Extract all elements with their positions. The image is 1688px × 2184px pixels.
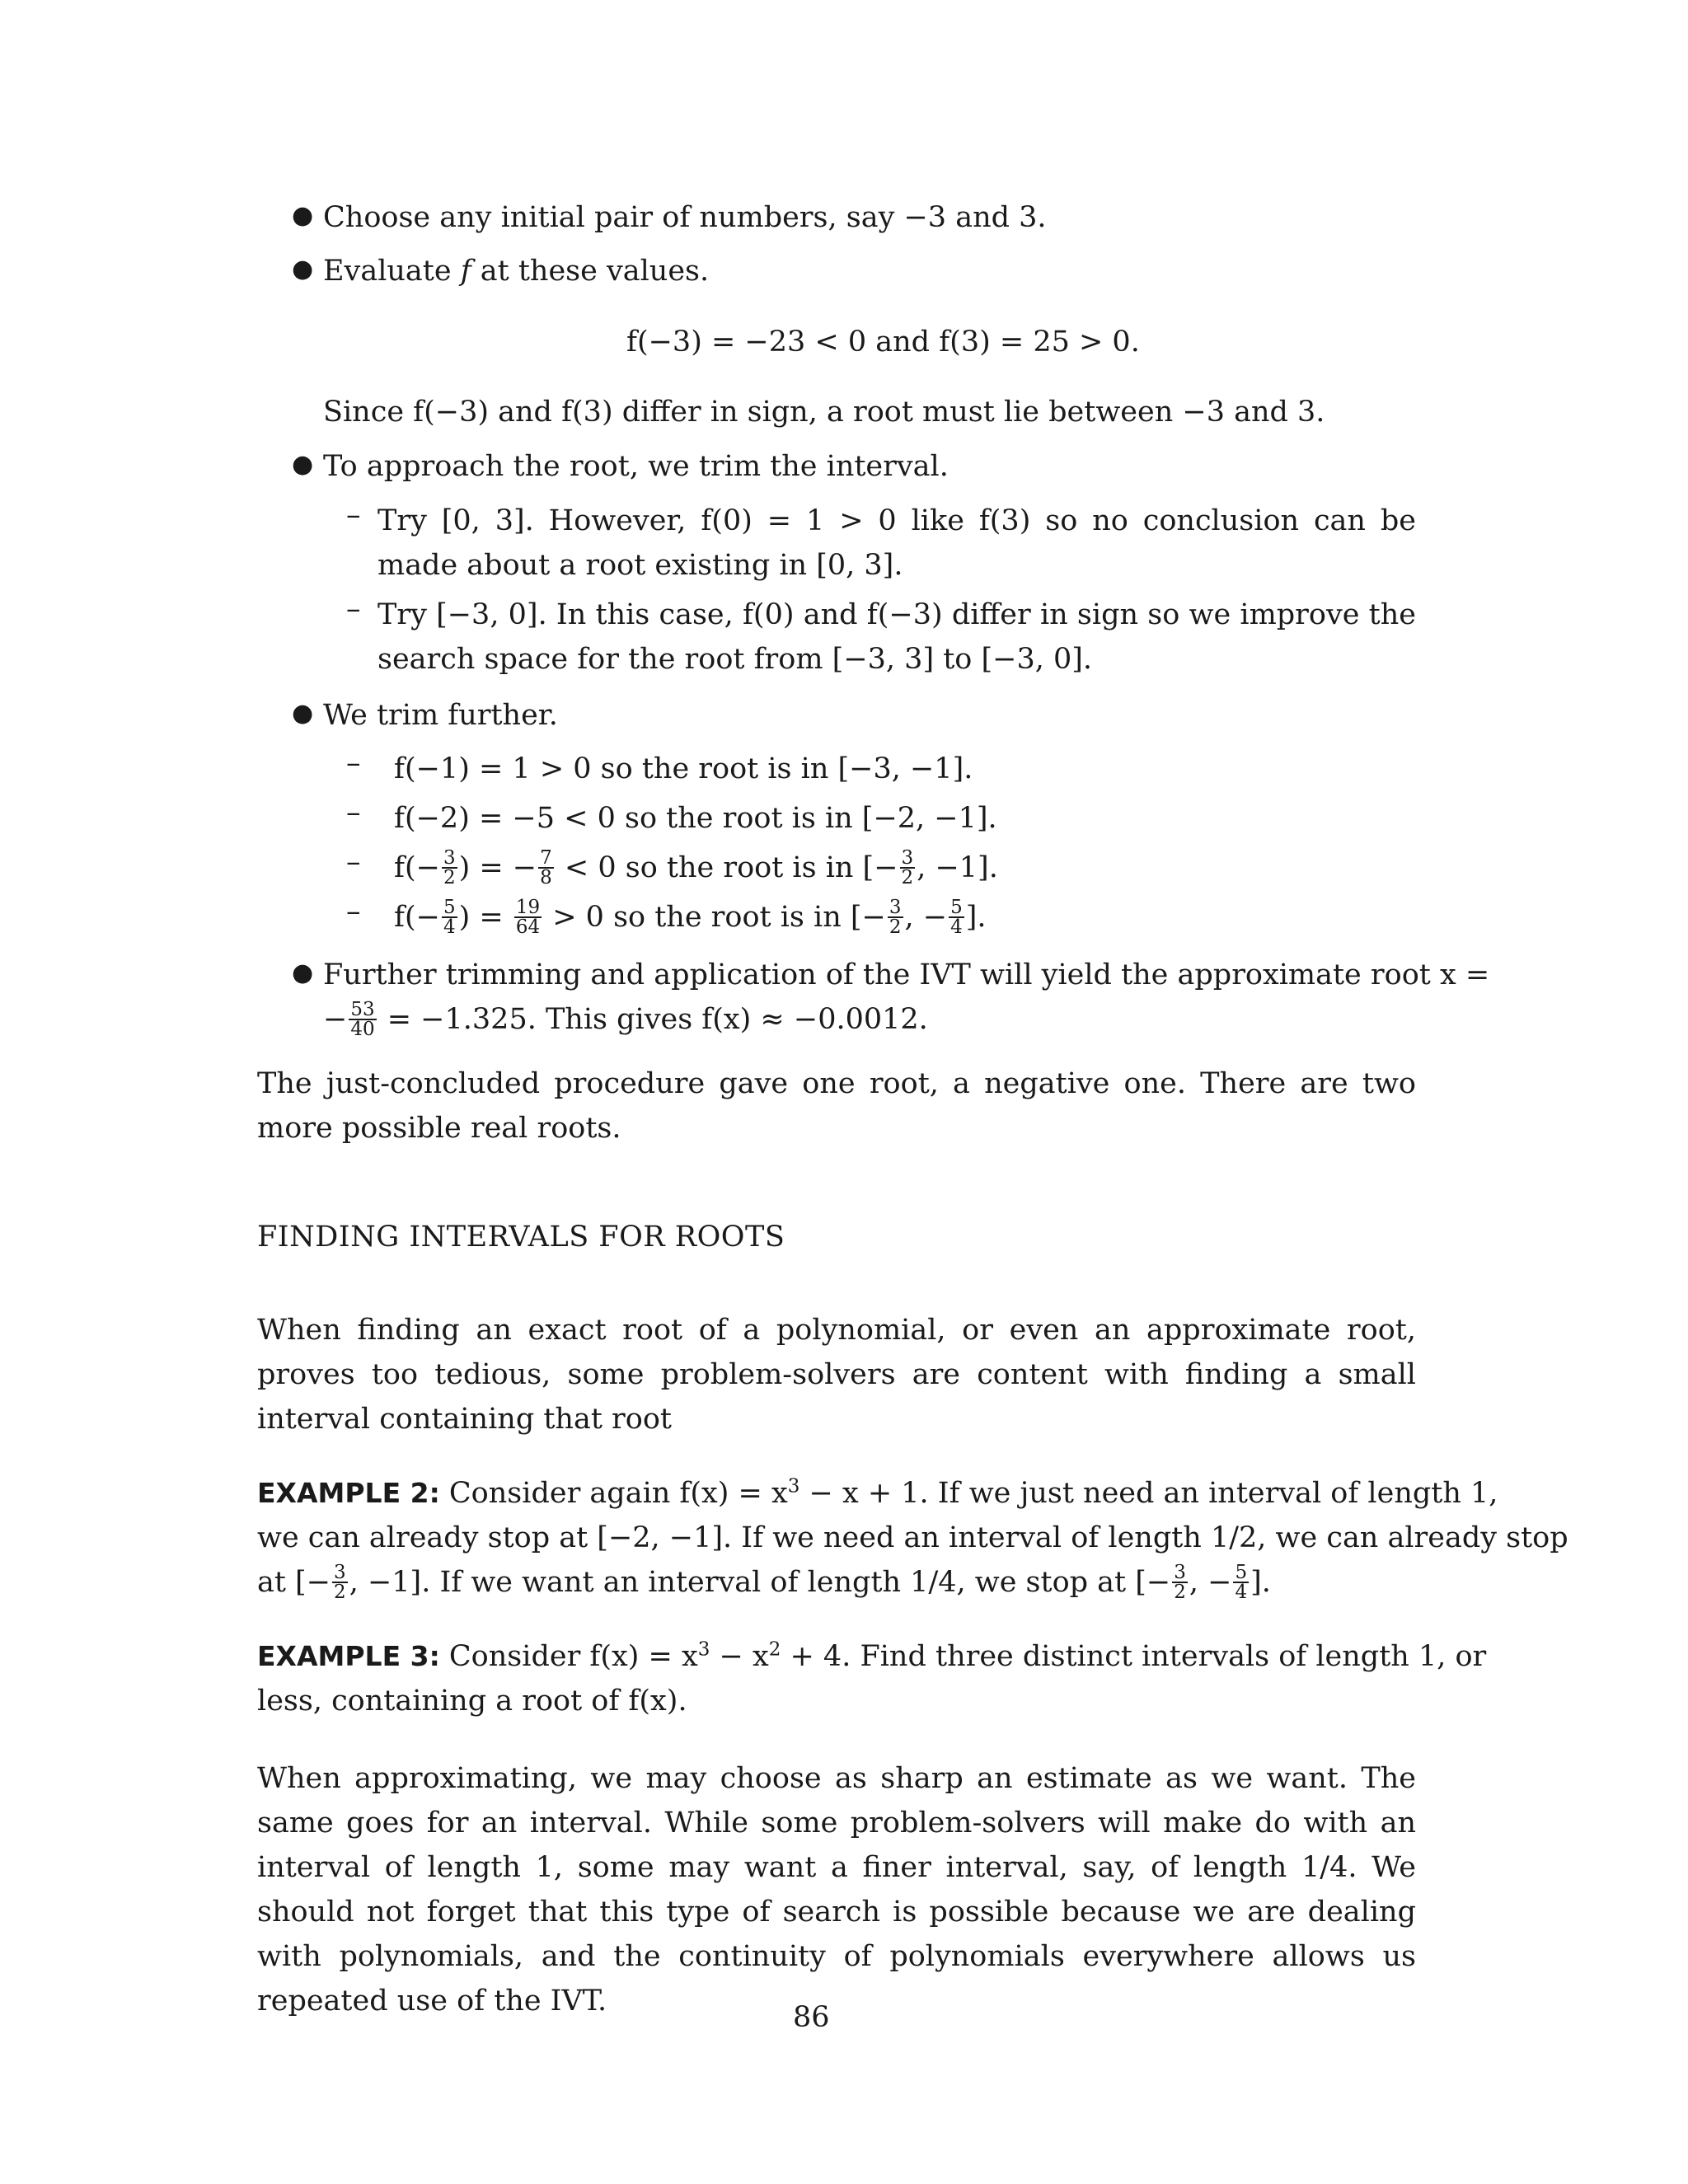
example-text: we can already stop at [−2, −1]. If we need an interval of length 1/2, we can already stop [257, 1521, 1568, 1554]
fraction: $\frac{53}{40}$ [350, 998, 375, 1040]
example-text: at [− $\frac{3}{2}$ , −1]. If we want an interval of length 1/4, we stop at [− $\frac{3}{2}$ , − $\frac{5}{4}$ ]. [257, 1561, 1271, 1603]
bullet-text: Further trimming and application of the IVT will yield the approximate root x = [323, 958, 1490, 991]
fraction: $\frac{19}{64}$ [515, 896, 541, 938]
dash-marker: – [346, 796, 361, 829]
bullet-marker: ● [292, 450, 314, 479]
bullet-marker: ● [292, 255, 314, 284]
fraction: $\frac{5}{4}$ [1235, 1561, 1248, 1603]
dash-marker: – [346, 895, 361, 928]
fraction: $\frac{5}{4}$ [950, 896, 963, 938]
sub-item-text: Try [0, 3]. However, f(0) = 1 > 0 like f(3) so no conclusion can be made about a root existing in [0, 3]. [377, 504, 1416, 582]
dash-marker: – [346, 846, 361, 879]
paragraph-text: Since f(−3) and f(3) differ in sign, a root must lie between −3 and 3. [323, 396, 1325, 429]
fraction: $\frac{7}{8}$ [540, 846, 552, 888]
trim-item-text: f(− $\frac{3}{2}$ ) = − $\frac{7}{8}$ < 0 so the root is in [− $\frac{3}{2}$ , −1]. [394, 846, 998, 888]
section-heading: FINDING INTERVALS FOR ROOTS [257, 1221, 785, 1254]
dash-marker: – [346, 593, 361, 626]
bullet-text: Choose any initial pair of numbers, say −3 and 3. [323, 201, 1047, 234]
dash-marker: – [346, 499, 361, 532]
fraction: $\frac{3}{2}$ [334, 1561, 346, 1603]
fraction: $\frac{3}{2}$ [443, 846, 456, 888]
bullet-marker: ● [292, 201, 314, 230]
example-text: EXAMPLE 2: Consider again $f(x) = x^3 - x + 1$. If we just need an interval of length 1, [257, 1475, 1498, 1510]
fraction: $\frac{3}{2}$ [901, 846, 914, 888]
bullet-text: Evaluate f at these values. [323, 255, 710, 288]
page-number: 86 [793, 2001, 830, 2034]
bullet-marker: ● [292, 699, 314, 728]
sub-item-text: Try [−3, 0]. In this case, f(0) and f(−3) differ in sign so we improve the search space for the root from [−3, 3] to [−3, 0]. [377, 598, 1416, 676]
example-text: less, containing a root of f(x). [257, 1685, 687, 1718]
paragraph-text: When finding an exact root of a polynomial, or even an approximate root, proves too tedious, some problem-solvers are content with finding a small interval containing that root [257, 1314, 1416, 1436]
fraction: $\frac{3}{2}$ [1174, 1561, 1186, 1603]
bullet-marker: ● [292, 958, 314, 987]
example-label: EXAMPLE 2: [257, 1477, 440, 1509]
bullet-text: To approach the root, we trim the interval. [323, 450, 949, 483]
trim-item-text: f(− $\frac{5}{4}$ ) = $\frac{19}{64}$ > 0 so the root is in [− $\frac{3}{2}$ , − $\frac{5}{4}$ ]. [394, 896, 987, 938]
trim-item-text: f(−2) = −5 < 0 so the root is in [−2, −1]. [394, 802, 997, 835]
paragraph-text: The just-concluded procedure gave one root, a negative one. There are two more possible real roots. [257, 1067, 1416, 1145]
example-text: EXAMPLE 3: Consider $f(x) = x^3 - x^2 + 4$. Find three distinct intervals of length 1, or [257, 1638, 1487, 1673]
example-label: EXAMPLE 3: [257, 1640, 440, 1672]
display-equation: f(−3) = −23 < 0 and f(3) = 25 > 0. [626, 326, 1140, 359]
paragraph-text: When approximating, we may choose as sharp an estimate as we want. The same goes for an interval. While some problem-solvers will make do with an interval of length 1, some may want a finer interval, say, of length 1/4. We should not forget that this type of search is possible because we are dealing with polynomials, and the continuity of polynomials everywhere allows us repeated use of the IVT. [257, 1762, 1416, 2018]
bullet-text: − $\frac{53}{40}$ = −1.325. This gives f(x) ≈ −0.0012. [323, 998, 928, 1040]
dash-marker: – [346, 747, 361, 780]
fraction: $\frac{5}{4}$ [443, 896, 456, 938]
trim-item-text: f(−1) = 1 > 0 so the root is in [−3, −1]. [394, 752, 973, 785]
fraction: $\frac{3}{2}$ [889, 896, 902, 938]
bullet-text: We trim further. [323, 699, 558, 732]
